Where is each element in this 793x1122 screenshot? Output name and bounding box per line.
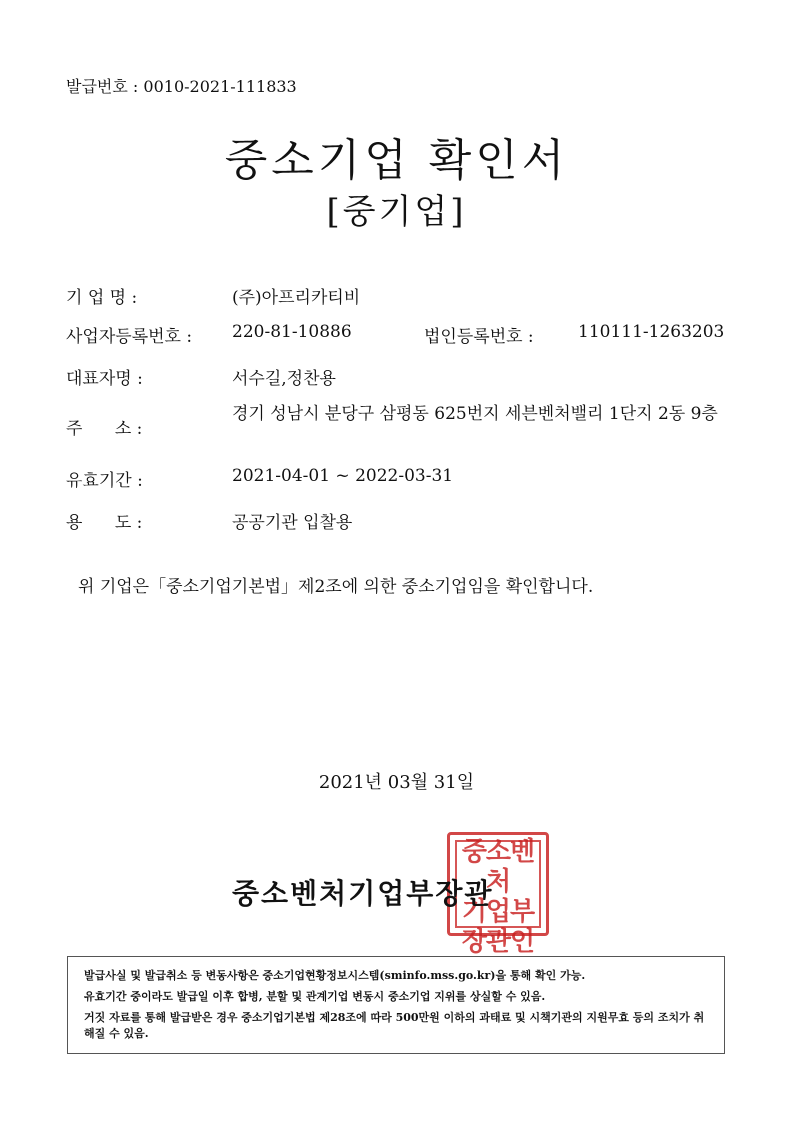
notice-line-1: 발급사실 및 발급취소 등 변동사항은 중소기업현황정보시스템(sminfo.mss.go.kr)을 통해 확인 가능.: [84, 969, 586, 982]
validity-period-label: 유효기간 :: [66, 471, 143, 491]
address-value: 경기 성남시 분당구 삼평동 625번지 세븐벤처밸리 1단지 2동 9층: [232, 404, 718, 424]
document-title: 중소기업 확인서: [224, 135, 569, 186]
notice-line-3: 거짓 자료를 통해 발급받은 경우 중소기업기본법 제28조에 따라 500만원 이하의 과태료 및 시책기관의 지원무효 등의 조치가 취해질 수 있음.: [84, 1011, 705, 1040]
issuer-name: 중소벤처기업부장관: [232, 877, 494, 910]
purpose-label: 용 도 :: [66, 513, 143, 533]
representative-label: 대표자명 :: [66, 369, 143, 389]
document-subtitle: [중기업]: [326, 192, 467, 232]
corporate-registration-label: 법인등록번호 :: [424, 327, 534, 347]
issue-number-line: [66, 74, 297, 97]
business-registration-value: 220-81-10886: [232, 322, 352, 342]
issue-number-value: 0010-2021-111833: [143, 77, 297, 96]
validity-period-value: 2021-04-01 ~ 2022-03-31: [232, 466, 454, 486]
seal-text: 중소벤처 기업부 장관인: [461, 837, 535, 957]
business-registration-label: 사업자등록번호 :: [66, 327, 193, 347]
purpose-value: 공공기관 입찰용: [232, 513, 353, 533]
notice-line-2: 유효기간 중이라도 발급일 이후 합병, 분할 및 관계기업 변동시 중소기업 지위를 상실할 수 있음.: [84, 990, 546, 1003]
company-name-value: (주)아프리카티비: [232, 288, 361, 308]
company-name-label: 기 업 명 :: [66, 288, 138, 308]
address-label: 주 소 :: [66, 419, 143, 439]
issue-date: 2021년 03월 31일: [318, 772, 475, 793]
issue-number-label: 발급번호 :: [66, 77, 139, 96]
notice-box: [67, 956, 725, 1054]
confirmation-statement: 위 기업은「중소기업기본법」제2조에 의한 중소기업임을 확인합니다.: [78, 577, 594, 597]
representative-value: 서수길,정찬용: [232, 369, 336, 389]
corporate-registration-value: 110111-1263203: [578, 322, 725, 342]
